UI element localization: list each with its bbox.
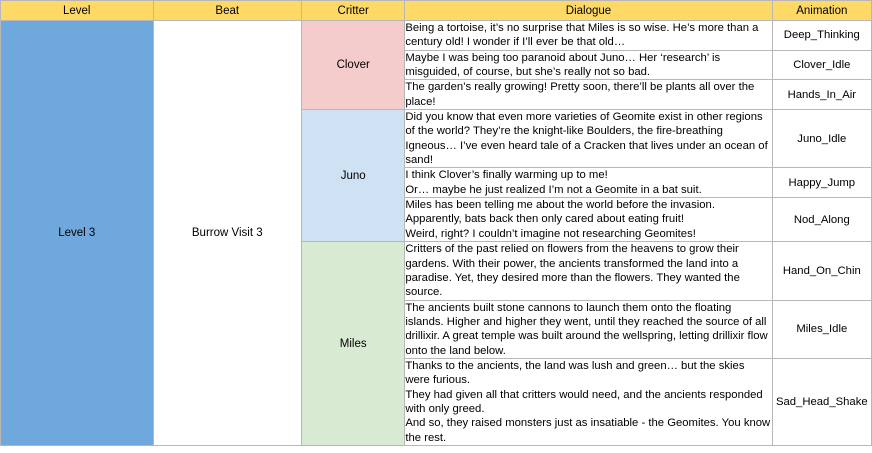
dialogue-line: They had given all that critters would need, and the ancients responded with only greed.: [405, 388, 763, 415]
critter-cell-juno: Juno: [302, 110, 405, 242]
animation-cell: Clover_Idle: [772, 50, 871, 80]
critter-cell-miles: Miles: [302, 242, 405, 446]
dialogue-cell: [405, 358, 772, 445]
dialogue-line: Or… maybe he just realized I’m not a Geomite in a bat suit.: [405, 183, 702, 196]
animation-cell: Deep_Thinking: [772, 21, 871, 51]
animation-cell: Juno_Idle: [772, 110, 871, 168]
dialogue-cell: [405, 80, 772, 110]
critter-cell-clover: Clover: [302, 21, 405, 110]
dialogue-cell: [405, 21, 772, 51]
level-cell: Level 3: [1, 21, 154, 446]
dialogue-line: Did you know that even more varieties of Geomite exist in other regions of the world? They’re the knight-like Boulders, the fire-breathing Igneous… I’ve even heard tale of a Cracken that lives under an ocean of sand!: [405, 111, 768, 167]
dialogue-line: The garden’s really growing! Pretty soon, there’ll be plants all over the place!: [405, 81, 755, 108]
dialogue-line: And so, they raised monsters just as insatiable - the Geomites. You know the rest.: [405, 417, 771, 444]
dialogue-line: I think Clover’s finally warming up to me!: [405, 169, 608, 182]
dialogue-line: Weird, right? I couldn’t imagine not researching Geomites!: [405, 227, 696, 240]
animation-cell: Hand_On_Chin: [772, 242, 871, 300]
animation-cell: Happy_Jump: [772, 168, 871, 198]
table-body: [1, 21, 872, 446]
animation-cell: Miles_Idle: [772, 300, 871, 358]
dialogue-line: Maybe I was being too paranoid about Juno… Her ‘research’ is misguided, of course, but she’s really not so bad.: [405, 51, 721, 79]
dialogue-line: Critters of the past relied on flowers from the heavens to grow their gardens. With their power, the ancients transformed the land into a paradise. Yet, they desired more than the flowers. They wanted the source.: [405, 243, 740, 299]
animation-cell: Hands_In_Air: [772, 80, 871, 110]
dialogue-cell: [405, 50, 772, 80]
dialogue-line: The ancients built stone cannons to launch them onto the floating islands. Higher and higher they went, until they reached the source of all drillixir. A great temple was built around the wellspring, letting drillixir flow onto the land below.: [405, 301, 768, 357]
animation-cell: Nod_Along: [772, 198, 871, 242]
animation-cell: Sad_Head_Shake: [772, 358, 871, 445]
dialogue-cell: [405, 198, 772, 242]
dialogue-line: Being a tortoise, it’s no surprise that Miles is so wise. He’s more than a century old! I wonder if I’ll ever be that old…: [405, 22, 759, 49]
beat-cell: Burrow Visit 3: [153, 21, 302, 446]
column-header-critter: Critter: [302, 1, 405, 21]
column-header-animation: Animation: [772, 1, 871, 21]
column-header-beat: Beat: [153, 1, 302, 21]
dialogue-line: Thanks to the ancients, the land was lush and green… but the skies were furious.: [405, 359, 745, 387]
dialogue-cell: [405, 300, 772, 358]
dialogue-cell: [405, 110, 772, 168]
table-header-row: [1, 1, 872, 21]
table-row: [1, 21, 872, 51]
dialogue-cell: [405, 168, 772, 198]
column-header-dialogue: Dialogue: [405, 1, 772, 21]
dialogue-line: Miles has been telling me about the world before the invasion. Apparently, bats back then only cared about eating fruit!: [405, 199, 715, 226]
column-header-level: Level: [1, 1, 154, 21]
dialogue-cell: [405, 242, 772, 300]
